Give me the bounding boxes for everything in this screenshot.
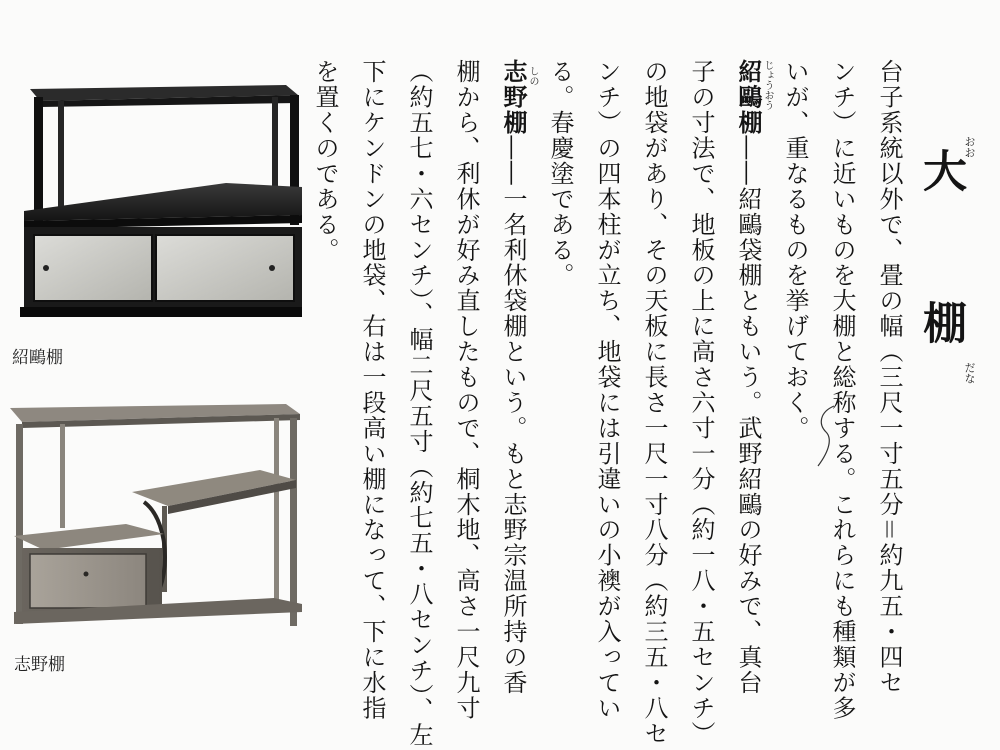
- text-column-12: 下にケンドンの地袋、右は一段高い棚になって、下に水指: [358, 59, 386, 721]
- ruby-shino: しの: [527, 66, 538, 86]
- text-column-4: 紹鷗棚――紹鷗袋棚ともいう。武野紹鷗の好みで、真台: [734, 59, 763, 696]
- text-column-7: ンチ）の四本柱が立ち、地袋には引違いの小襖が入ってい: [593, 59, 621, 721]
- text-column-9: 志野棚――一名利休袋棚という。もと志野宗温所持の香: [499, 59, 528, 696]
- text-column-1: 台子系統以外で、畳の幅（三尺一寸五分＝約九五・四セ: [875, 59, 903, 696]
- text-column-8: る。春慶塗である。: [546, 59, 574, 289]
- text-column-6: の地袋があり、その天板に長さ一尺一寸八分（約三五・八セ: [640, 59, 668, 747]
- shoou-dana-caption: 紹鷗棚: [12, 348, 63, 368]
- shino-dana-photo: [4, 398, 304, 638]
- heading-ruby-oo: おお: [963, 136, 976, 158]
- shoou-dana-photo: [10, 75, 302, 325]
- section-heading: [915, 136, 976, 452]
- text-column-11: （約五七・六センチ）、幅二尺五寸（約七五・八センチ）、左: [405, 59, 433, 748]
- text-column-10: 棚から、利休が好み直したもので、桐木地、高さ一尺九寸: [452, 59, 480, 721]
- heading-text: 大棚: [915, 148, 966, 452]
- text-column-2: ンチ）に近いものを大棚と総称する。これらにも種類が多: [828, 59, 856, 721]
- text-column-3: いが、重なるものを挙げておく。: [781, 59, 809, 441]
- ruby-shoou: じょうおう: [762, 60, 773, 110]
- text-column-13: を置くのである。: [311, 59, 339, 263]
- heading-ruby-dana: だな: [963, 362, 976, 384]
- pen-mark: [812, 402, 842, 472]
- text-column-5: 子の寸法で、地板の上に高さ六寸一分（約一八・五センチ）: [687, 59, 715, 747]
- shino-dana-caption: 志野棚: [14, 655, 65, 675]
